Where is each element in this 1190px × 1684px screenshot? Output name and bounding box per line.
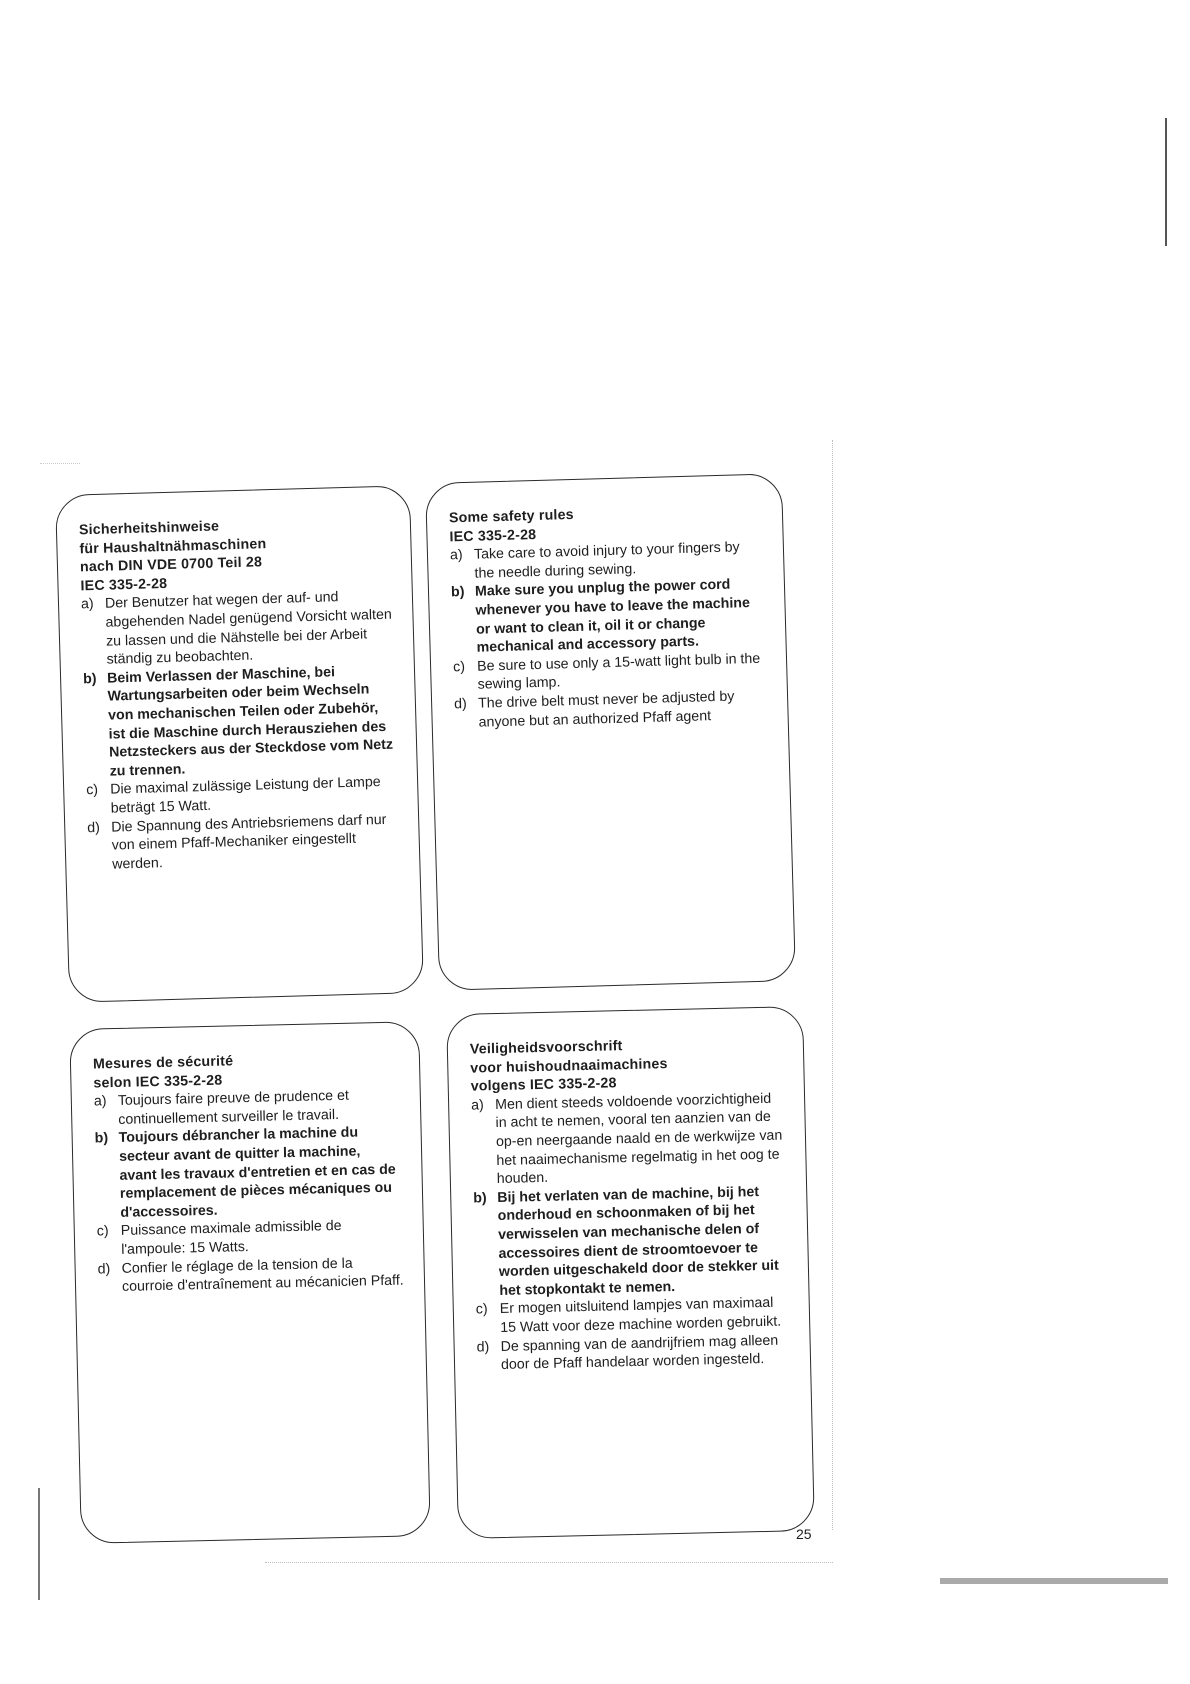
heading-line: volgens IEC 335-2-28 [470, 1075, 617, 1095]
item-text: Toujours faire preuve de prudence et continuellement surveiller le travail. [117, 1087, 350, 1128]
rule-item [451, 575, 766, 658]
item-text: De spanning van de aandrijfriem mag alleen door de Pfaff handelaar worden ingesteld. [500, 1332, 779, 1374]
item-marker: b) [450, 584, 465, 601]
heading-line: IEC 335-2-28 [449, 526, 537, 546]
safety-panel-dutch [446, 1006, 815, 1539]
safety-panel-german [55, 485, 424, 1003]
scan-edge-mark [38, 1488, 40, 1600]
item-marker: d) [97, 1260, 111, 1277]
item-text: Beim Verlassen der Maschine, bei Wartungsarbeiten oder beim Wechseln von mechanischen Teilen oder Zubehör, ist die Maschine durch Herausziehen des Netzsteckers aus der Steckdose vom Netz zu trennen. [106, 664, 394, 780]
heading-line: Some safety rules [448, 506, 574, 527]
heading-line: nach DIN VDE 0700 Teil 28 [79, 554, 263, 576]
item-marker: c) [86, 782, 99, 799]
heading-line: Sicherheitshinweise [78, 518, 220, 539]
rule-item [83, 661, 397, 781]
rules-list [94, 1086, 405, 1297]
item-marker: d) [87, 819, 101, 836]
scan-edge-mark [1165, 118, 1167, 246]
item-text: Take care to avoid injury to your fingers by the needle during sewing. [473, 539, 740, 582]
heading-line: Veiligheidsvoorschrift [469, 1038, 623, 1058]
safety-panel-english [425, 473, 796, 991]
rules-list [471, 1089, 790, 1375]
heading-line: voor huishoudnaaimachines [470, 1055, 668, 1077]
item-marker: a) [93, 1093, 107, 1110]
item-marker: c) [452, 658, 466, 676]
rule-item [454, 687, 768, 733]
rule-item [471, 1089, 786, 1189]
rules-list [450, 538, 768, 733]
rule-item [473, 1182, 788, 1301]
panel-heading [79, 513, 392, 596]
item-text: The drive belt must never be adjusted by anyone but an authorized Pfaff agent [477, 688, 735, 731]
safety-panel-french [69, 1021, 431, 1544]
item-text: Die Spannung des Antriebsriemens darf nur von einem Pfaff-Mechaniker eingestellt werden. [111, 811, 387, 873]
item-text: Toujours débrancher la machine du secteur avant de quitter la machine, avant les travaux d'entretien et en cas de remplacement de pièces mécaniques ou d'accessoires. [118, 1124, 396, 1221]
rule-item [81, 587, 394, 670]
rule-item [476, 1331, 790, 1375]
item-text: Er mogen uitsluitend lampjes van maximaal 15 Watt voor deze machine worden gebruikt. [499, 1295, 782, 1336]
item-marker: d) [476, 1338, 490, 1356]
rule-item [97, 1253, 404, 1297]
item-text: Men dient steeds voldoende voorzichtigheid in acht te nemen, vooral ten aanzien van de op-en neergaande naald en de werkwijze van het naaimechanisme regelmatig in het oog te houden. [494, 1090, 783, 1188]
item-marker: b) [473, 1189, 487, 1207]
rule-item [94, 1123, 402, 1223]
rule-item [87, 810, 399, 874]
item-marker: a) [80, 596, 94, 613]
item-marker: b) [82, 670, 97, 688]
item-marker: d) [453, 695, 468, 713]
rules-list [81, 587, 400, 874]
scan-noise [40, 463, 80, 465]
scan-noise [832, 440, 834, 1530]
item-text: Make sure you unplug the power cord whenever you have to leave the machine or want to clean it, oil it or change mechanical and accessory parts. [474, 576, 751, 656]
item-text: Der Benutzer hat wegen der auf- und abgehenden Nadel genügend Vorsicht walten zu lassen und die Nähstelle bei der Arbeit ständig zu beobachten. [104, 589, 393, 668]
item-marker: c) [96, 1223, 109, 1240]
heading-line: für Haushaltnähmaschinen [79, 535, 267, 557]
item-marker: b) [94, 1130, 109, 1147]
scan-noise [265, 1562, 833, 1564]
item-marker: a) [449, 547, 463, 564]
heading-line: IEC 335-2-28 [80, 575, 168, 595]
panel-heading [470, 1033, 784, 1096]
scan-edge-mark [940, 1578, 1168, 1584]
page-number: 25 [796, 1526, 812, 1542]
item-text: Puissance maximale admissible de l'ampoule: 15 Watts. [120, 1218, 342, 1258]
item-text: Bij het verlaten van de machine, bij het onderhoud en schoonmaken of bij het verwisselen van mechanische delen of accessoires dient de stroomtoevoer te worden uitgeschakeld door de stekker uit het stopkontakt te nemen. [497, 1183, 779, 1299]
item-text: Confier le réglage de la tension de la courroie d'entraînement au mécanicien Pfaff. [121, 1255, 404, 1296]
heading-line: selon IEC 335-2-28 [93, 1072, 223, 1092]
item-marker: a) [470, 1097, 484, 1114]
item-marker: c) [475, 1301, 488, 1318]
item-text: Die maximal zulässige Leistung der Lampe beträgt 15 Watt. [110, 774, 381, 817]
heading-line: Mesures de sécurité [92, 1053, 234, 1073]
item-text: Be sure to use only a 15-watt light bulb in the sewing lamp. [476, 650, 761, 694]
